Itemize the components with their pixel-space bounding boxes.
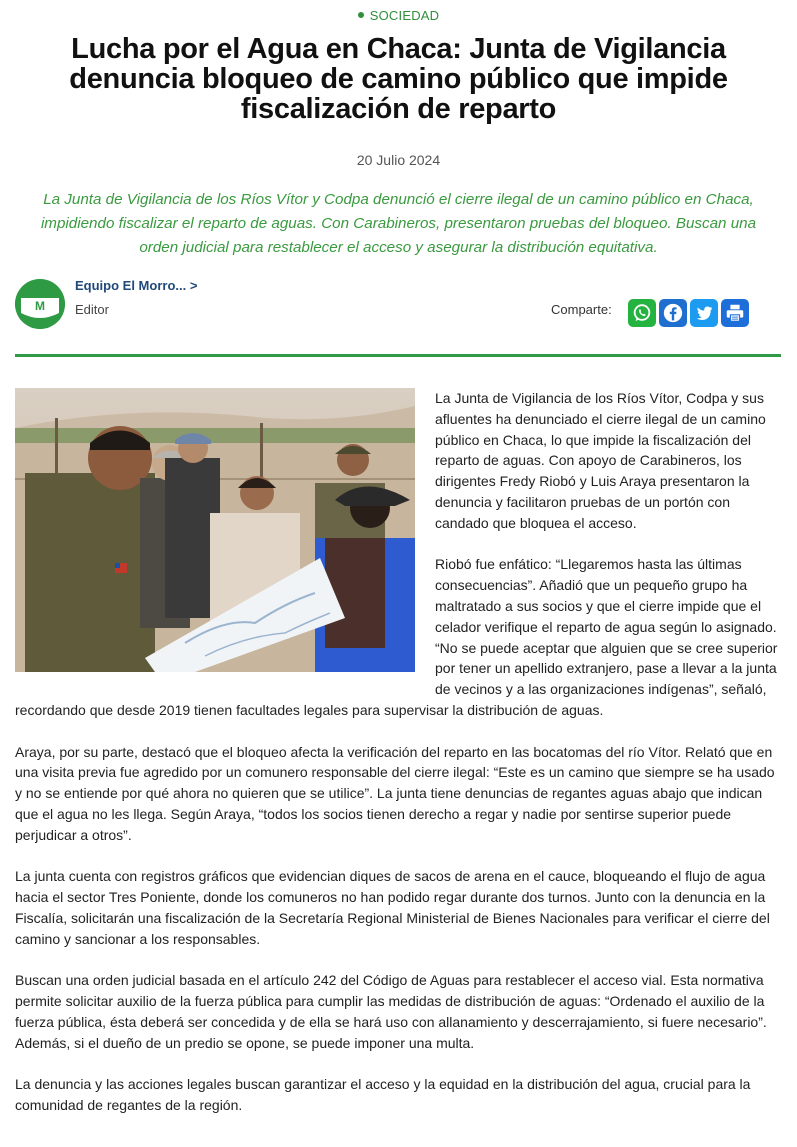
paragraph-2: Riobó fue enfático: “Llegaremos hasta las últimas consecuencias”. Añadió que un pequeño grupo ha maltratado a sus socios y que el cierre impide que el celador verifique el reparto de agua según lo asignado. “No se puede aceptar que alguien que se cree superior por tener un apellido extranjero, pase a llevar a la junta de vecinos y a las organizaciones indígenas”, señaló, recordando que desde 2019 tienen facultades legales para supervisar la distribución de aguas. xyxy=(15,556,778,718)
article-body xyxy=(15,388,781,1137)
article-lead: La Junta de Vigilancia de los Ríos Vítor y Codpa denunció el cierre ilegal de un camino público en Chaca, impidiendo fiscalizar el reparto de aguas. Con Carabineros, presentaron pruebas del bloqueo. Buscan una orden judicial para restablecer el acceso y asegurar la distribución equitativa. xyxy=(40,191,757,256)
whatsapp-icon xyxy=(631,302,653,324)
header-divider xyxy=(15,354,781,357)
paragraph-1: La Junta de Vigilancia de los Ríos Vítor, Codpa y sus afluentes ha denunciado el cierre ilegal de un camino público en Chaca, lo que impide la fiscalización del reparto de aguas. Con apoyo de Carabineros, los dirigentes Fredy Riobó y Luis Araya presentaron la denuncia y facilitaron pruebas de un portón con candado que bloquea el acceso. xyxy=(435,390,766,531)
print-share-button[interactable] xyxy=(721,299,749,327)
facebook-share-button[interactable] xyxy=(659,299,687,327)
article-title: Lucha por el Agua en Chaca: Junta de Vigilancia denuncia bloqueo de camino público que impide fiscalización de reparto xyxy=(69,33,728,125)
author-name-link[interactable]: Equipo El Morro... > xyxy=(75,278,198,293)
category-tag[interactable] xyxy=(0,8,797,23)
print-icon xyxy=(724,302,746,324)
category-dot-icon xyxy=(358,12,364,18)
paragraph-6: La denuncia y las acciones legales buscan garantizar el acceso y la equidad en la distribución del agua, crucial para la comunidad de regantes de la región. xyxy=(15,1076,751,1114)
paragraph-5: Buscan una orden judicial basada en el artículo 242 del Código de Aguas para restablecer el acceso vial. Esta normativa permite solicitar auxilio de la fuerza pública para cumplir las medidas de distribución de aguas: “Ordenado el auxilio de la fuerza pública, ésta deberá ser concedida y de ella se hará uso con allanamiento y descerrajamiento, si fuere necesario”. Además, si el dueño de un predio se opone, se puede imponer una multa. xyxy=(15,972,767,1051)
whatsapp-share-button[interactable] xyxy=(628,299,656,327)
category-label: SOCIEDAD xyxy=(369,8,440,23)
logo-letter: M xyxy=(35,299,45,313)
share-label: Comparte: xyxy=(551,302,612,317)
twitter-icon xyxy=(693,302,715,324)
paragraph-3: Araya, por su parte, destacó que el bloqueo afecta la verificación del reparto en las bocatomas del río Vítor. Relató que en una visita previa fue agredido por un comunero responsable del cierre ilegal: “Este es un camino que siempre se ha usado y no se entiende por qué ahora no quieren que se utilice”. La junta tiene denuncias de regantes aguas abajo que indican que el agua no les llega. Según Araya, “todos los socios tienen derecho a regar y nadie por sentirse superior puede perjudicar a otros”. xyxy=(15,743,775,843)
twitter-share-button[interactable] xyxy=(690,299,718,327)
article-date: 20 Julio 2024 xyxy=(356,152,441,168)
facebook-icon xyxy=(662,302,684,324)
share-buttons xyxy=(628,299,749,327)
author-avatar[interactable] xyxy=(15,279,65,329)
author-role: Editor xyxy=(75,302,109,317)
el-morro-logo-icon xyxy=(15,279,65,329)
paragraph-4: La junta cuenta con registros gráficos que evidencian diques de sacos de arena en el cauce, bloqueando el flujo de agua hacia el sector Tres Poniente, donde los comuneros no han podido regar durante dos turnos. Junto con la denuncia en la Fiscalía, solicitarán una fiscalización de la Secretaría Regional Ministerial de Bienes Nacionales para verificar el cierre del camino y sancionar a los responsables. xyxy=(15,868,770,947)
